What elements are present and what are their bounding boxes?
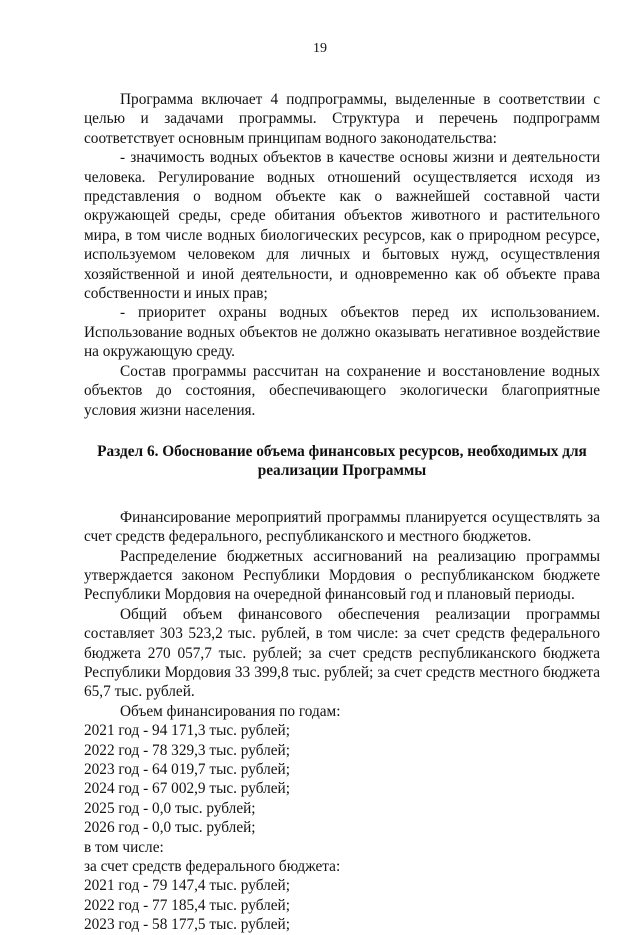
year-line: 2025 год - 0,0 тыс. рублей; xyxy=(84,799,256,817)
intro-paragraph-4: Состав программы рассчитан на сохранение и восстановление водных объектов до состояния, обеспечивающего экологически благоприятные условия жизни населения. xyxy=(84,362,600,419)
section-paragraph-3: Общий объем финансового обеспечения реализации программы составляет 303 523,2 тыс. рублей, в том числе: за счет средств федерального бюджета 270 057,7 тыс. рублей; за счет средств республиканского бюджета Республики Мордовия 33 399,8 тыс. рублей; за счет средств местного бюджета 65,7 тыс. рублей. xyxy=(84,605,600,701)
by-years-list xyxy=(84,721,600,837)
by-years-label: Объем финансирования по годам: xyxy=(120,702,341,720)
section-heading: Раздел 6. Обоснование объема финансовых ресурсов, необходимых для реализации Программы xyxy=(97,442,587,480)
year-line: 2023 год - 58 177,5 тыс. рублей; xyxy=(84,916,290,934)
year-line: 2024 год - 67 002,9 тыс. рублей; xyxy=(84,780,290,798)
year-line: 2026 год - 0,0 тыс. рублей; xyxy=(84,819,256,837)
including-label: в том числе: xyxy=(84,838,164,856)
year-line: 2021 год - 94 171,3 тыс. рублей; xyxy=(84,722,290,740)
intro-paragraph-3: - приоритет охраны водных объектов перед их использованием. Использование водных объектов не должно оказывать негативное воздействие на окружающую среду. xyxy=(84,304,600,361)
year-line: 2023 год - 64 019,7 тыс. рублей; xyxy=(84,761,290,778)
section-paragraph-2: Распределение бюджетных ассигнований на реализацию программы утверждается законом Республики Мордовия о республиканском бюджете Республики Мордовия на очередной финансовый год и плановый периоды. xyxy=(84,547,600,604)
federal-budget-label: за счет средств федерального бюджета: xyxy=(84,858,341,876)
page-content xyxy=(84,90,600,935)
year-line: 2022 год - 78 329,3 тыс. рублей; xyxy=(84,741,290,759)
federal-by-years-list xyxy=(84,876,600,934)
year-line: 2022 год - 77 185,4 тыс. рублей; xyxy=(84,896,290,914)
section-paragraph-1: Финансирование мероприятий программы планируется осуществлять за счет средств федерального, республиканского и местного бюджетов. xyxy=(84,508,600,546)
intro-paragraph-2: - значимость водных объектов в качестве основы жизни и деятельности человека. Регулирование водных отношений осуществляется исходя из представления о водном объекте как о важнейшей составной части окружающей среды, среде обитания объектов животного и растительного мира, в том числе водных биологических ресурсов, как о природном ресурсе, используемом человеком для личных и бытовых нужд, осуществления хозяйственной и иной деятельности, и одновременно как об объекте права собственности и иных прав; xyxy=(84,149,600,303)
intro-paragraph-1: Программа включает 4 подпрограммы, выделенные в соответствии с целью и задачами программы. Структура и перечень подпрограмм соответствует основным принципам водного законодательства: xyxy=(84,91,600,147)
year-line: 2021 год - 79 147,4 тыс. рублей; xyxy=(84,877,290,895)
page-number: 19 xyxy=(313,41,327,56)
